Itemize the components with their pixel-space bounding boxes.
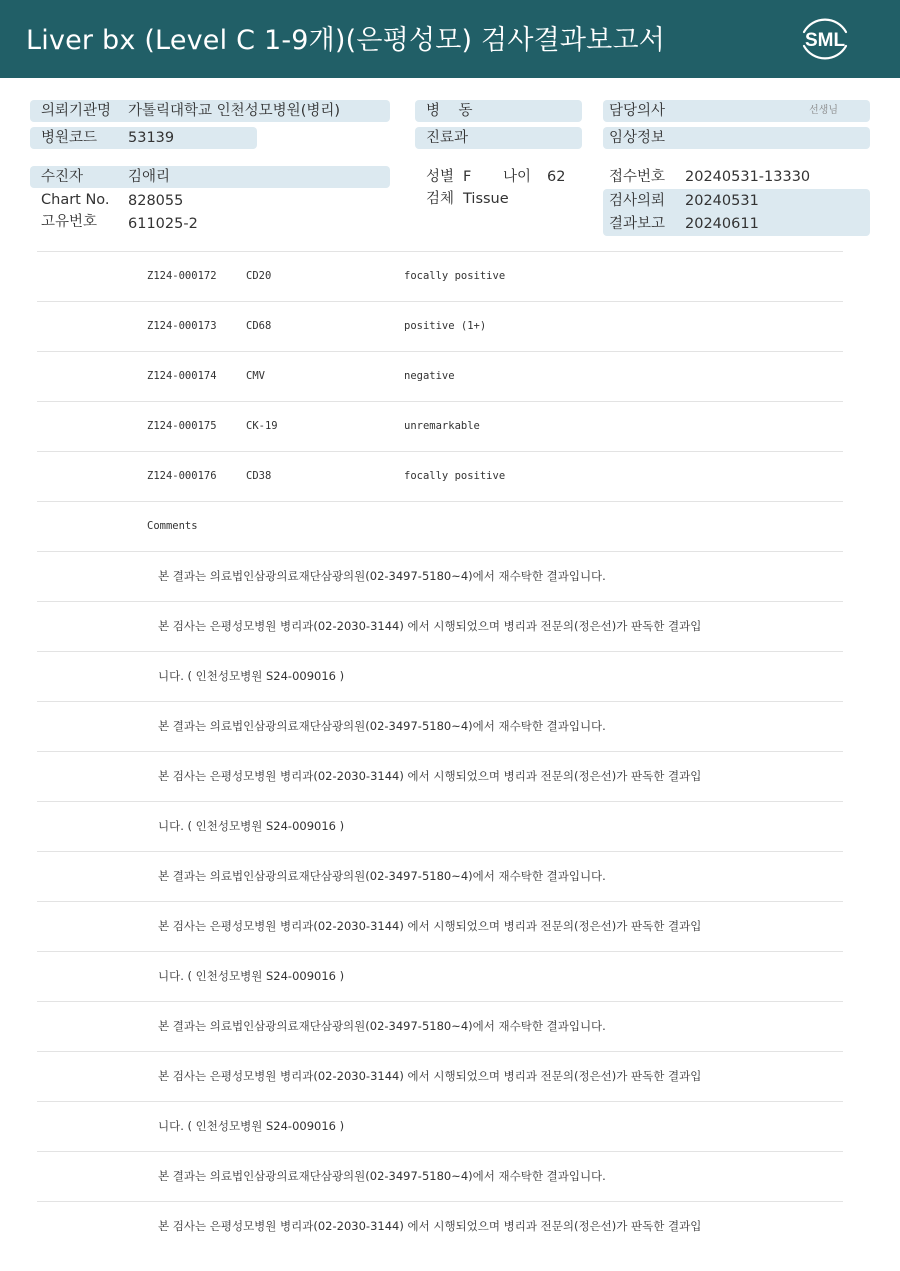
age-value: 62 bbox=[547, 169, 566, 185]
comment-row bbox=[37, 751, 843, 801]
age-label: 나이 bbox=[503, 169, 532, 185]
comments-header-row bbox=[37, 501, 843, 551]
result-row bbox=[37, 301, 843, 351]
result-value: focally positive bbox=[404, 470, 506, 482]
result-code: Z124-000175 bbox=[147, 420, 217, 432]
comment-text: 니다. ( 인천성모병원 S24-009016 ) bbox=[158, 969, 345, 983]
comment-text: 니다. ( 인천성모병원 S24-009016 ) bbox=[158, 819, 345, 833]
request-value: 20240531 bbox=[685, 193, 759, 209]
comment-text: 본 결과는 의료법인삼광의료재단삼광의원(02-3497-5180~4)에서 재수탁한 결과입니다. bbox=[158, 719, 606, 733]
result-row bbox=[37, 401, 843, 451]
hospital-code-label: 병원코드 bbox=[41, 130, 98, 146]
comment-row bbox=[37, 1151, 843, 1201]
result-test: CK-19 bbox=[246, 420, 278, 432]
institution-label: 의뢰기관명 bbox=[41, 103, 112, 119]
comment-row bbox=[37, 951, 843, 1001]
patient-row-bg bbox=[30, 166, 390, 188]
result-code: Z124-000174 bbox=[147, 370, 217, 382]
doctor-label: 담당의사 bbox=[609, 103, 666, 119]
specimen-value: Tissue bbox=[463, 191, 509, 207]
comment-row bbox=[37, 651, 843, 701]
patient-value: 김애리 bbox=[128, 169, 171, 185]
result-value: focally positive bbox=[404, 270, 506, 282]
report-label: 결과보고 bbox=[609, 216, 666, 232]
receipt-label: 접수번호 bbox=[609, 169, 666, 185]
comment-row bbox=[37, 901, 843, 951]
comment-row bbox=[37, 601, 843, 651]
comment-text: 본 결과는 의료법인삼광의료재단삼광의원(02-3497-5180~4)에서 재수탁한 결과입니다. bbox=[158, 569, 606, 583]
result-value: negative bbox=[404, 370, 455, 382]
comment-text: 니다. ( 인천성모병원 S24-009016 ) bbox=[158, 669, 345, 683]
hospital-code-value: 53139 bbox=[128, 130, 175, 146]
ward-label: 병 동 bbox=[426, 103, 473, 119]
chart-value: 828055 bbox=[128, 193, 184, 209]
clinical-label: 임상정보 bbox=[609, 130, 666, 146]
report-header bbox=[0, 0, 900, 78]
uid-label: 고유번호 bbox=[41, 214, 98, 230]
result-test: CD38 bbox=[246, 470, 272, 482]
uid-value: 611025-2 bbox=[128, 216, 198, 232]
result-value: unremarkable bbox=[404, 420, 480, 432]
comment-text: 본 결과는 의료법인삼광의료재단삼광의원(02-3497-5180~4)에서 재수탁한 결과입니다. bbox=[158, 869, 606, 883]
result-code: Z124-000176 bbox=[147, 470, 217, 482]
receipt-value: 20240531-13330 bbox=[685, 169, 811, 185]
comment-row bbox=[37, 551, 843, 601]
result-test: CD68 bbox=[246, 320, 272, 332]
comment-text: 본 검사는 은평성모병원 병리과(02-2030-3144) 에서 시행되었으며 병리과 전문의(정은선)가 판독한 결과입 bbox=[158, 769, 702, 783]
result-test: CD20 bbox=[246, 270, 272, 282]
comment-text: 니다. ( 인천성모병원 S24-009016 ) bbox=[158, 1119, 345, 1133]
comment-text: 본 결과는 의료법인삼광의료재단삼광의원(02-3497-5180~4)에서 재수탁한 결과입니다. bbox=[158, 1019, 606, 1033]
sex-label: 성별 bbox=[426, 169, 455, 185]
comment-text: 본 검사는 은평성모병원 병리과(02-2030-3144) 에서 시행되었으며 병리과 전문의(정은선)가 판독한 결과입 bbox=[158, 619, 702, 633]
comments-label: Comments bbox=[147, 520, 198, 532]
institution-value: 가톨릭대학교 인천성모병원(병리) bbox=[128, 103, 341, 119]
report-value: 20240611 bbox=[685, 216, 759, 232]
result-row bbox=[37, 251, 843, 301]
chart-label: Chart No. bbox=[41, 192, 110, 208]
comment-row bbox=[37, 1101, 843, 1151]
result-code: Z124-000173 bbox=[147, 320, 217, 332]
patient-label: 수진자 bbox=[41, 169, 84, 185]
comment-row bbox=[37, 1001, 843, 1051]
result-row bbox=[37, 351, 843, 401]
result-test: CMV bbox=[246, 370, 265, 382]
comment-row bbox=[37, 851, 843, 901]
comment-row bbox=[37, 1051, 843, 1101]
doctor-suffix: 선생님 bbox=[809, 105, 838, 116]
comment-text: 본 검사는 은평성모병원 병리과(02-2030-3144) 에서 시행되었으며 병리과 전문의(정은선)가 판독한 결과입 bbox=[158, 919, 702, 933]
sex-value: F bbox=[463, 169, 472, 185]
result-code: Z124-000172 bbox=[147, 270, 217, 282]
specimen-label: 검체 bbox=[426, 191, 455, 207]
result-value: positive (1+) bbox=[404, 320, 487, 332]
comment-row bbox=[37, 801, 843, 851]
result-row bbox=[37, 451, 843, 501]
comment-row bbox=[37, 1201, 843, 1251]
request-label: 검사의뢰 bbox=[609, 193, 666, 209]
comment-row bbox=[37, 701, 843, 751]
comment-text: 본 검사는 은평성모병원 병리과(02-2030-3144) 에서 시행되었으며 병리과 전문의(정은선)가 판독한 결과입 bbox=[158, 1219, 702, 1233]
sml-logo bbox=[796, 12, 854, 66]
comment-text: 본 검사는 은평성모병원 병리과(02-2030-3144) 에서 시행되었으며 병리과 전문의(정은선)가 판독한 결과입 bbox=[158, 1069, 702, 1083]
report-title: Liver bx (Level C 1-9개)(은평성모) 검사결과보고서 bbox=[26, 25, 666, 56]
comment-text: 본 결과는 의료법인삼광의료재단삼광의원(02-3497-5180~4)에서 재수탁한 결과입니다. bbox=[158, 1169, 606, 1183]
department-label: 진료과 bbox=[426, 130, 469, 146]
logo-text: SML bbox=[804, 30, 846, 51]
